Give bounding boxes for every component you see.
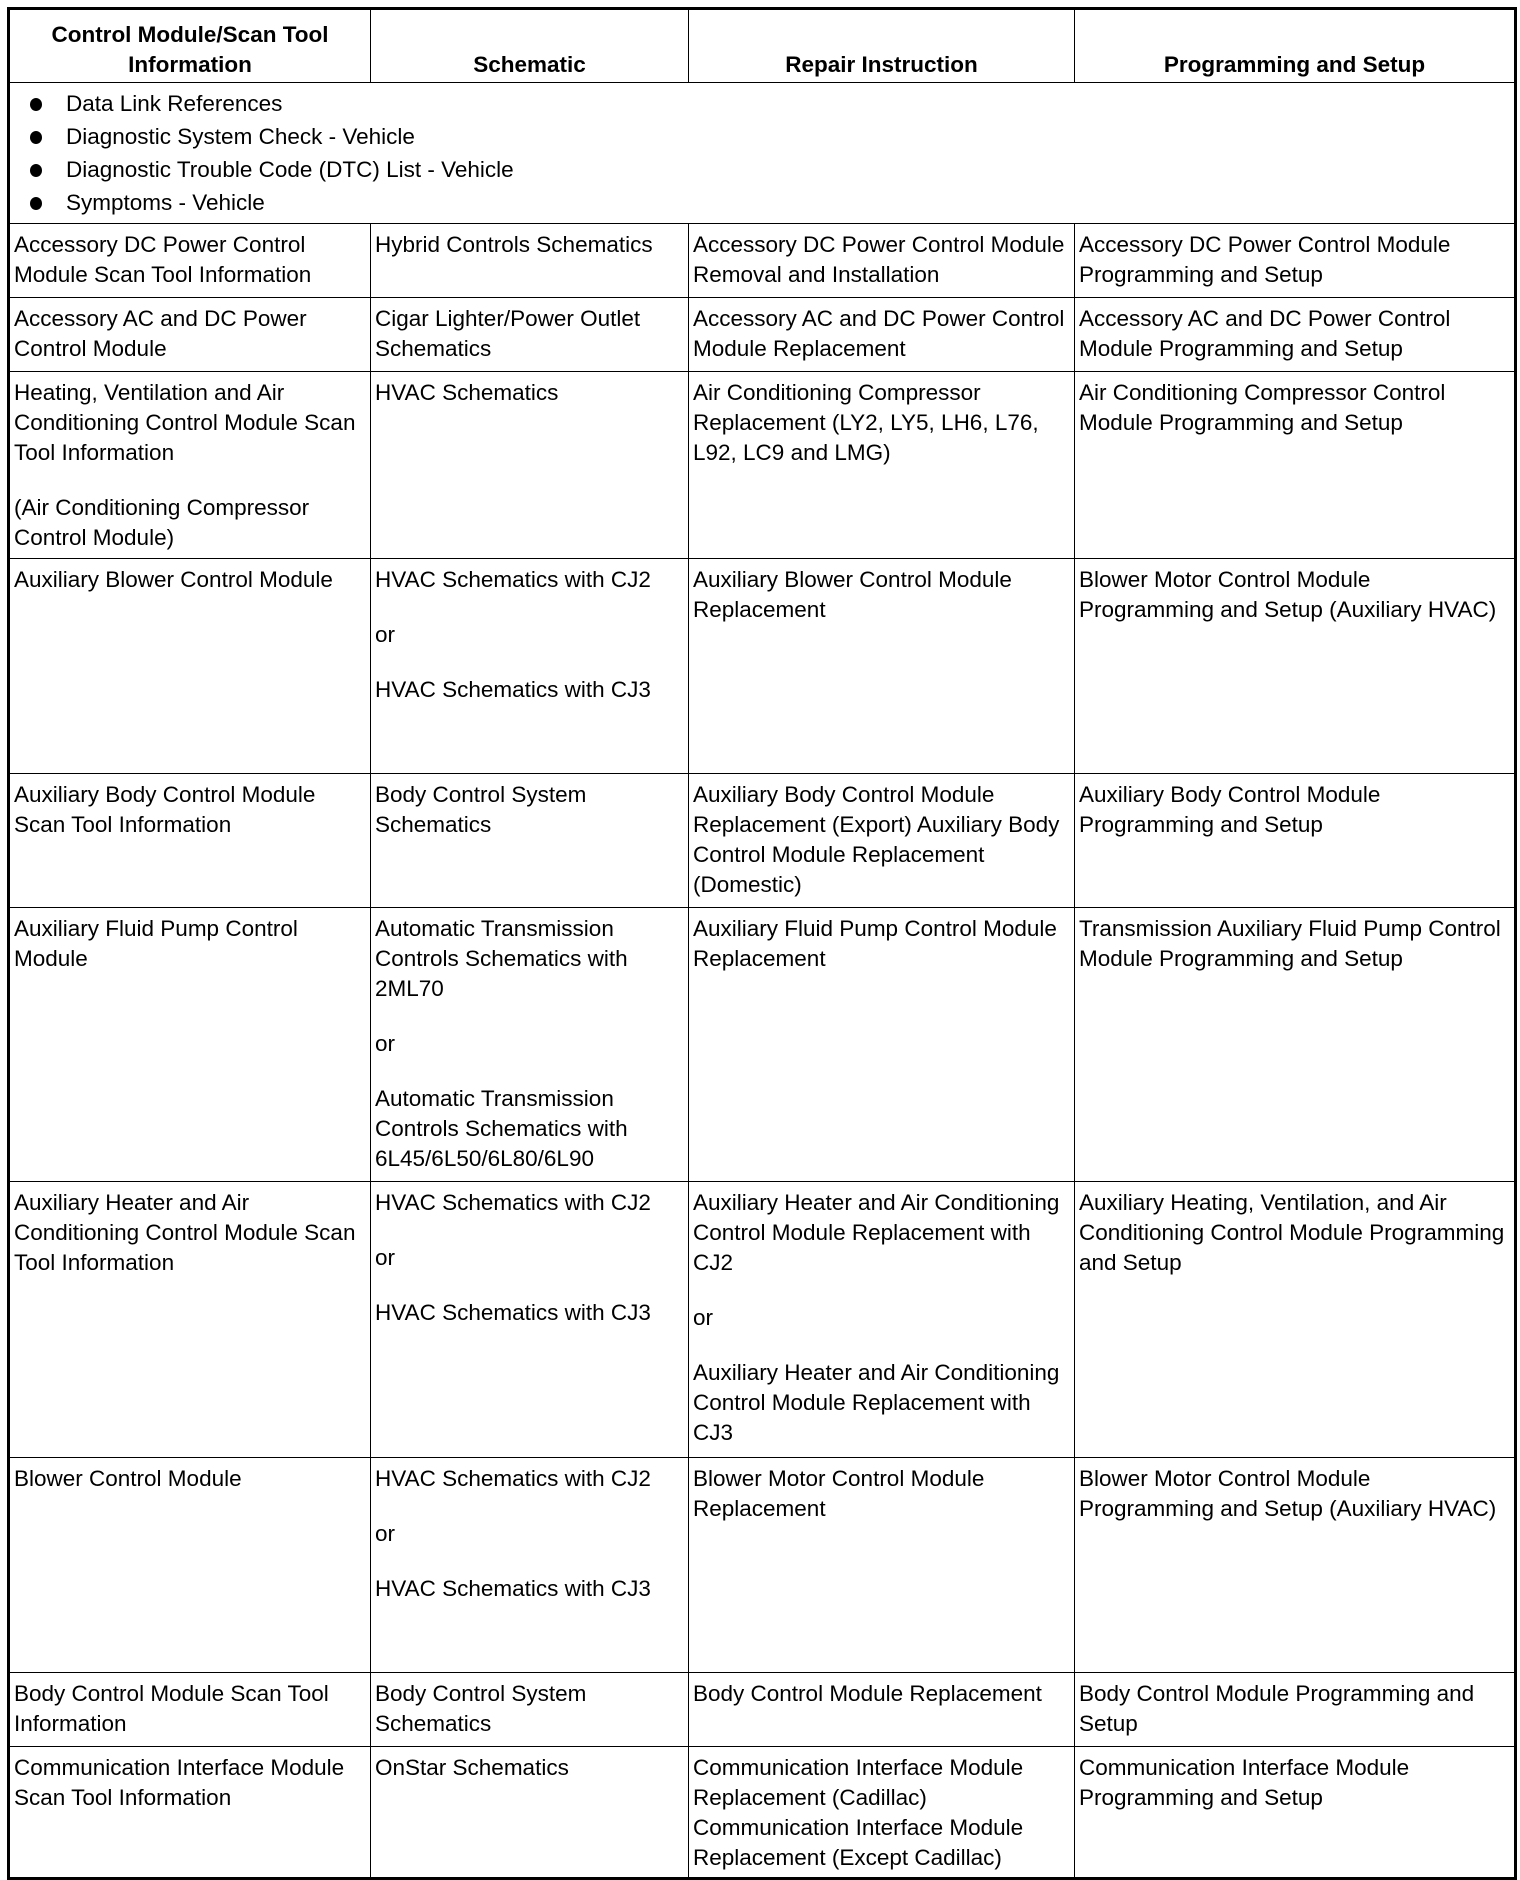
table-row xyxy=(9,298,1516,372)
table-row xyxy=(9,1673,1516,1747)
cell-programming xyxy=(1075,1747,1516,1879)
cell-schematic xyxy=(371,298,689,372)
reference-link[interactable]: HVAC Schematics with CJ2 xyxy=(375,1466,651,1491)
reference-link[interactable]: Blower Motor Control Module Programming and Setup (Auxiliary HVAC) xyxy=(1079,1466,1497,1521)
cell-schematic xyxy=(371,1182,689,1458)
reference-link[interactable]: HVAC Schematics with CJ3 xyxy=(375,1300,651,1325)
cell-programming xyxy=(1075,559,1516,774)
cell-schematic xyxy=(371,774,689,908)
reference-link[interactable]: Auxiliary Blower Control Module xyxy=(14,567,333,592)
reference-link[interactable]: Transmission Auxiliary Fluid Pump Control Module Programming and Setup xyxy=(1079,916,1501,971)
reference-link[interactable]: Communication Interface Module Scan Tool Information xyxy=(14,1755,345,1810)
header-row xyxy=(9,9,1516,83)
table-row xyxy=(9,224,1516,298)
reference-link[interactable]: Communication Interface Module Programming and Setup xyxy=(1079,1755,1410,1810)
cell-repair xyxy=(689,372,1075,559)
reference-link[interactable]: Body Control System Schematics xyxy=(375,782,587,837)
reference-link[interactable]: Body Control System Schematics xyxy=(375,1681,587,1736)
table-row xyxy=(9,1182,1516,1458)
cell-programming xyxy=(1075,774,1516,908)
cell-programming xyxy=(1075,1673,1516,1747)
cell-programming xyxy=(1075,908,1516,1182)
reference-link[interactable]: Accessory AC and DC Power Control Module Replacement xyxy=(693,306,1065,361)
table-row xyxy=(9,1458,1516,1673)
or-separator: or xyxy=(693,1305,714,1330)
cell-module xyxy=(9,774,371,908)
or-separator: or xyxy=(375,1521,396,1546)
reference-link[interactable]: Hybrid Controls Schematics xyxy=(375,232,653,257)
reference-link[interactable]: Auxiliary Body Control Module Scan Tool Information xyxy=(14,782,316,837)
cell-module xyxy=(9,298,371,372)
reference-link[interactable]: (Air Conditioning Compressor Control Module) xyxy=(14,495,310,550)
cell-programming xyxy=(1075,372,1516,559)
reference-link[interactable]: Auxiliary Blower Control Module Replacement xyxy=(693,567,1012,622)
table-row xyxy=(9,908,1516,1182)
reference-link[interactable]: Accessory DC Power Control Module Removal and Installation xyxy=(693,232,1065,287)
cell-schematic xyxy=(371,1747,689,1879)
general-links-row xyxy=(9,83,1516,224)
cell-repair xyxy=(689,908,1075,1182)
cell-module xyxy=(9,1458,371,1673)
general-links-cell xyxy=(9,83,1516,224)
reference-link[interactable]: Air Conditioning Compressor Replacement (LY2, LY5, LH6, L76, L92, LC9 and LMG) xyxy=(693,380,1039,465)
reference-link[interactable]: Automatic Transmission Controls Schematics with 2ML70 xyxy=(375,916,628,1001)
reference-link[interactable]: Auxiliary Heater and Air Conditioning Control Module Replacement with CJ3 xyxy=(693,1360,1060,1445)
cell-repair xyxy=(689,1458,1075,1673)
reference-link[interactable]: Heating, Ventilation and Air Conditioning Control Module Scan Tool Information xyxy=(14,380,356,465)
reference-link[interactable]: Cigar Lighter/Power Outlet Schematics xyxy=(375,306,641,361)
cell-repair xyxy=(689,1747,1075,1879)
reference-link[interactable]: OnStar Schematics xyxy=(375,1755,569,1780)
link-diagnostic-system-check[interactable]: Diagnostic System Check - Vehicle xyxy=(26,120,1510,153)
header-control-module: Control Module/Scan Tool Information xyxy=(9,9,371,83)
reference-link[interactable]: Blower Motor Control Module Replacement xyxy=(693,1466,985,1521)
reference-link[interactable]: HVAC Schematics xyxy=(375,380,559,405)
cell-programming xyxy=(1075,224,1516,298)
reference-link[interactable]: HVAC Schematics with CJ2 xyxy=(375,1190,651,1215)
reference-link[interactable]: Automatic Transmission Controls Schematics with 6L45/6L50/6L80/6L90 xyxy=(375,1086,628,1171)
cell-repair xyxy=(689,224,1075,298)
reference-link[interactable]: Auxiliary Body Control Module Programming and Setup xyxy=(1079,782,1381,837)
cell-schematic xyxy=(371,1458,689,1673)
reference-link[interactable]: Auxiliary Body Control Module Replacement (Export) Auxiliary Body Control Module Replacement (Domestic) xyxy=(693,782,1060,897)
reference-link[interactable]: Air Conditioning Compressor Control Module Programming and Setup xyxy=(1079,380,1446,435)
cell-repair xyxy=(689,1673,1075,1747)
reference-link[interactable]: Auxiliary Fluid Pump Control Module xyxy=(14,916,298,971)
reference-link[interactable]: Body Control Module Programming and Setup xyxy=(1079,1681,1475,1736)
cell-module xyxy=(9,559,371,774)
cell-programming xyxy=(1075,1458,1516,1673)
reference-link[interactable]: Auxiliary Heating, Ventilation, and Air Conditioning Control Module Programming and Setup xyxy=(1079,1190,1505,1275)
or-separator: or xyxy=(375,1031,396,1056)
reference-link[interactable]: Accessory DC Power Control Module Scan Tool Information xyxy=(14,232,312,287)
cell-programming xyxy=(1075,1182,1516,1458)
cell-module xyxy=(9,224,371,298)
cell-module xyxy=(9,372,371,559)
link-dtc-list[interactable]: Diagnostic Trouble Code (DTC) List - Vehicle xyxy=(26,153,1510,186)
cell-repair xyxy=(689,1182,1075,1458)
cell-schematic xyxy=(371,1673,689,1747)
cell-module xyxy=(9,908,371,1182)
table-row xyxy=(9,1747,1516,1879)
reference-link[interactable]: Body Control Module Replacement xyxy=(693,1681,1042,1706)
reference-link[interactable]: HVAC Schematics with CJ3 xyxy=(375,677,651,702)
cell-schematic xyxy=(371,372,689,559)
reference-link[interactable]: Auxiliary Heater and Air Conditioning Control Module Scan Tool Information xyxy=(14,1190,356,1275)
cell-repair xyxy=(689,559,1075,774)
link-symptoms[interactable]: Symptoms - Vehicle xyxy=(26,186,1510,219)
cell-module xyxy=(9,1673,371,1747)
reference-link[interactable]: Auxiliary Heater and Air Conditioning Control Module Replacement with CJ2 xyxy=(693,1190,1060,1275)
reference-link[interactable]: Accessory DC Power Control Module Programming and Setup xyxy=(1079,232,1451,287)
table-row xyxy=(9,774,1516,908)
cell-repair xyxy=(689,298,1075,372)
link-data-link-references[interactable]: Data Link References xyxy=(26,87,1510,120)
or-separator: or xyxy=(375,622,396,647)
cell-module xyxy=(9,1182,371,1458)
or-separator: or xyxy=(375,1245,396,1270)
reference-link[interactable]: Body Control Module Scan Tool Information xyxy=(14,1681,329,1736)
reference-link[interactable]: HVAC Schematics with CJ2 xyxy=(375,567,651,592)
cell-repair xyxy=(689,774,1075,908)
module-reference-table xyxy=(7,7,1517,1880)
reference-link[interactable]: Communication Interface Module Replacement (Cadillac) Communication Interface Module Replacement (Except Cadillac) xyxy=(693,1755,1024,1870)
cell-module xyxy=(9,1747,371,1879)
header-programming-setup: Programming and Setup xyxy=(1075,9,1516,83)
header-repair-instruction: Repair Instruction xyxy=(689,9,1075,83)
reference-link[interactable]: Accessory AC and DC Power Control Module Programming and Setup xyxy=(1079,306,1451,361)
reference-link[interactable]: Blower Motor Control Module Programming and Setup (Auxiliary HVAC) xyxy=(1079,567,1497,622)
cell-programming xyxy=(1075,298,1516,372)
cell-schematic xyxy=(371,224,689,298)
cell-schematic xyxy=(371,908,689,1182)
header-schematic: Schematic xyxy=(371,9,689,83)
reference-link[interactable]: Accessory AC and DC Power Control Module xyxy=(14,306,307,361)
reference-link[interactable]: Blower Control Module xyxy=(14,1466,242,1491)
cell-schematic xyxy=(371,559,689,774)
reference-link[interactable]: Auxiliary Fluid Pump Control Module Replacement xyxy=(693,916,1057,971)
reference-link[interactable]: HVAC Schematics with CJ3 xyxy=(375,1576,651,1601)
general-links-list xyxy=(14,87,1510,219)
table-row xyxy=(9,559,1516,774)
table-row xyxy=(9,372,1516,559)
